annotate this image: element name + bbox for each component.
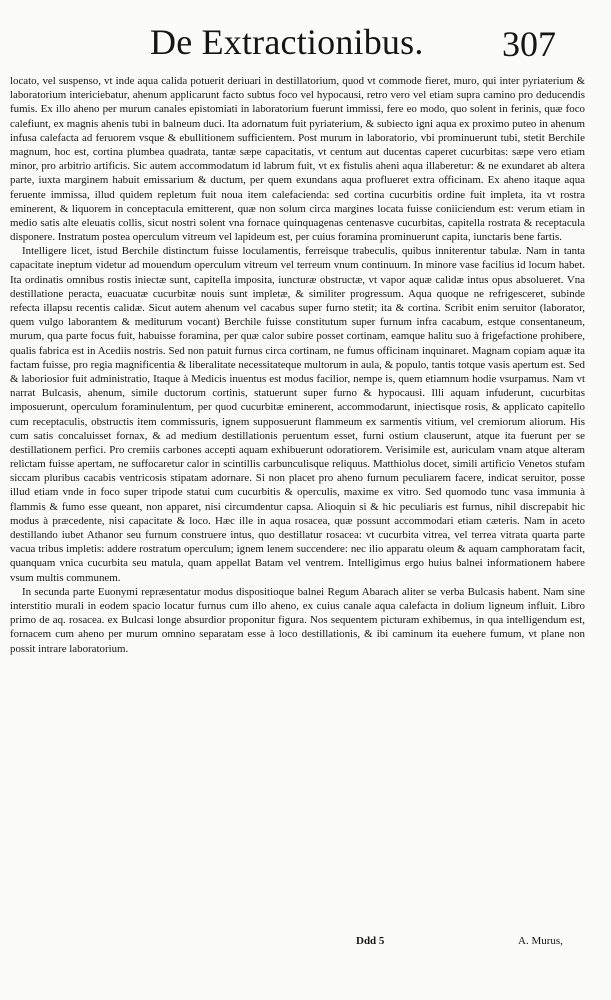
paragraph: locato, vel suspenso, vt inde aqua calida potuerit deriuari in destillatorium, quod vt commode fieret, muro, qui inter pyriaterium & laboratorium intericiebatur, ahenum applicarunt facto subtus foco vel hypocausi, retro vero vel etiam supra camino pro deducendis fumis. Ex illo aheno per murum canales epistomiati in laboratorium fuerunt immissi, fere eo modo, quo solent in ferinis, quæ foco calefiunt, ex magnis ahenis tubi in balneum duci. Ita adornatum fuit pyriaterium, & subiecto igni aqua ex proximo puteo in ahenum infusa calefacta ad feruorem vsque & ebullitionem sufficientem. Post murum in laboratorio, vbi prominuerunt tubi, stetit Berchile magnum, hoc est, cortina plumbea quadrata, tantæ sæpe capacitatis, vt centum aut ducentas caperet cucurbitas: sæpe vero etiam minor, pro arbitrio artificis. Sic autem accommodatum id labrum fuit, vt ex fistulis aheni aqua illaberetur: & ne exundaret ab altera parte, iuxta marginem habuit emissarium & ductum, per quem exundans aqua proflueret extra officinam. Ex aheno itaque aqua feruente immissa, illud quidem repletum fuit noua item calefacienda: sed cortina cucurbitis ordine fuit impleta, ita vt rostra eminerent, & liquorem in conceptacula emitterent, quæ non solum circa margines locata fuisse coniiciendum est: verum etiam in medio satis alte eleuatis collis, sicut nostri solent vna fornace quinquagenas centenasve cucurbitas, capitella rostrata & receptacula disponere. Instratum postea operculum vitreum vel lapideum est, per cuius foramina prominuerunt capita, iunctaris bene fartis. [10,75,585,244]
running-title: De Extractionibus. [150,22,424,62]
paragraph: In secunda parte Euonymi repræsentatur modus dispositioque balnei Regum Abarach aliter se verba Bulcasis habent. Nam sine interstitio murali in eodem spacio locatur furnus cum illo aheno, ex cuius canale aqua calefacta in dolium ligneum influit. Libro primo de aq. rosacea. ex Bulcasi longe absurdior proponitur figura. Nos sequentem picturam exhibemus, in qua intelligendum est, fornacem cum aheno per murum omnino separatam esse à loco destillationis, & ibi caminum ita euehere fumum, vt plane non possit intrare laboratorium. [10,585,585,655]
signature-mark: Ddd 5 [356,935,385,947]
page-number: 307 [502,24,556,64]
body-text [10,74,585,656]
catchword: A. Murus, [518,935,563,947]
paragraph: Intelligere licet, istud Berchile distinctum fuisse loculamentis, ferreisque trabeculis, quibus inniterentur tabulæ. Nam in tanta capacitate ineptum videtur ad mouendum operculum vitreum vel terreum vnum continuum. In minore vase facilius id locum habet. Ita ordinatis omnibus rostis iniectæ sunt, capitella imposita, iuncturæ obstructæ, vt vapor aquæ calidæ intus opus absolueret. Vna destillatione peracta, euacuatæ cucurbitæ nouis sunt impletæ, & similiter progressum. Aqua quoque ne refrigesceret, subinde refecta illapsu recentis calidæ. Sicut autem ahenum vel cacabus super furno stetit; ita & cortina. Scribit enim seruitor (laborator, quem vulgo laborantem & mediturum vocant) Berchile fuisse constitutum super furnum infra cacabum, estque consentaneum, murum, qua parte focus fuit, habuisse foramina, per quæ calor subire posset cortinam, eamque halitu suo à frigefactione prohibere, qualis fabrica est in Acediis nostris. Sed non patuit furnus circa cortinam, ne fumus officinam inquinaret. Magnam copiam aquæ ita factam fuisse, pro regia magnificentia & liberalitate necessitateque multorum in aula, & populo, tantis totque vasis apertum est. Sed & laboriosior fuit administratio, Itaque à Medicis inuentus est modus facilior, nempe is, quem etiamnum hodie vsurpamus. Nam vt narrat Bulcasis, ahenum, simile ductorum cortinis, statuerunt super furno & hypocausi. Illi aquam infuderunt, cucurbitas imposuerunt, operculum foraminulentum, per quod cucurbitæ eminerent, accommodarunt, iniectisque rosis, & applicato capitello cum receptaculis, obstructis item commissuris, ignem supposuerunt flammeum ex sarmentis vitium, vel cremiorum aliorum. His cum satis concaluisset fornax, & ad medium destillationis peruentum esset, furni ostium clauserunt, atque ita fuerunt per se destillationem perfici. Pro cremiis carbones accepti aquam exhibuerunt odoratiorem. Verisimile est, auriculam vnam atque alteram relictam fuisse apertam, ne suffocaretur calor in scintillis carbunculisque reliquus. Matthiolus docet, simili artificio Venetos stufam siccam pluribus cacabis ventricosis stipatam adornare. Si non placet pro aheno furnum peculiarem facere, indicat seruitor, posse illud etiam vnde in foco super tripode statui cum cucurbitis & operculis, maxime ex vitro. Sed quomodo tunc vasa immunia à flammis & fumo esse queant, non apparet, nisi circumdentur capsa. Alioquin si & hic peculiaris est furnus, nihil discrepabit hic modus à præcedente, nisi capacitate & loco. Hæc ille in aqua rosacea, quæ possunt accommodari etiam cæteris. Nam in aceto destillando iubet Athanor seu furnum construere intus, quo destillatur rosacea: vt cucurbita vitrea, vel terrea vitrata quarta parte vacua tribus impletis: addere rostratum operculum; ignem lenem succendere: nec ilio apparatu oleum & aquam camphoratam facit, quanquam vnica cucurbita seu matula, quam appellat Batam vel ventrem. Intelligimus ergo huius balnei informationem habere vsum multis communem. [10,245,585,584]
